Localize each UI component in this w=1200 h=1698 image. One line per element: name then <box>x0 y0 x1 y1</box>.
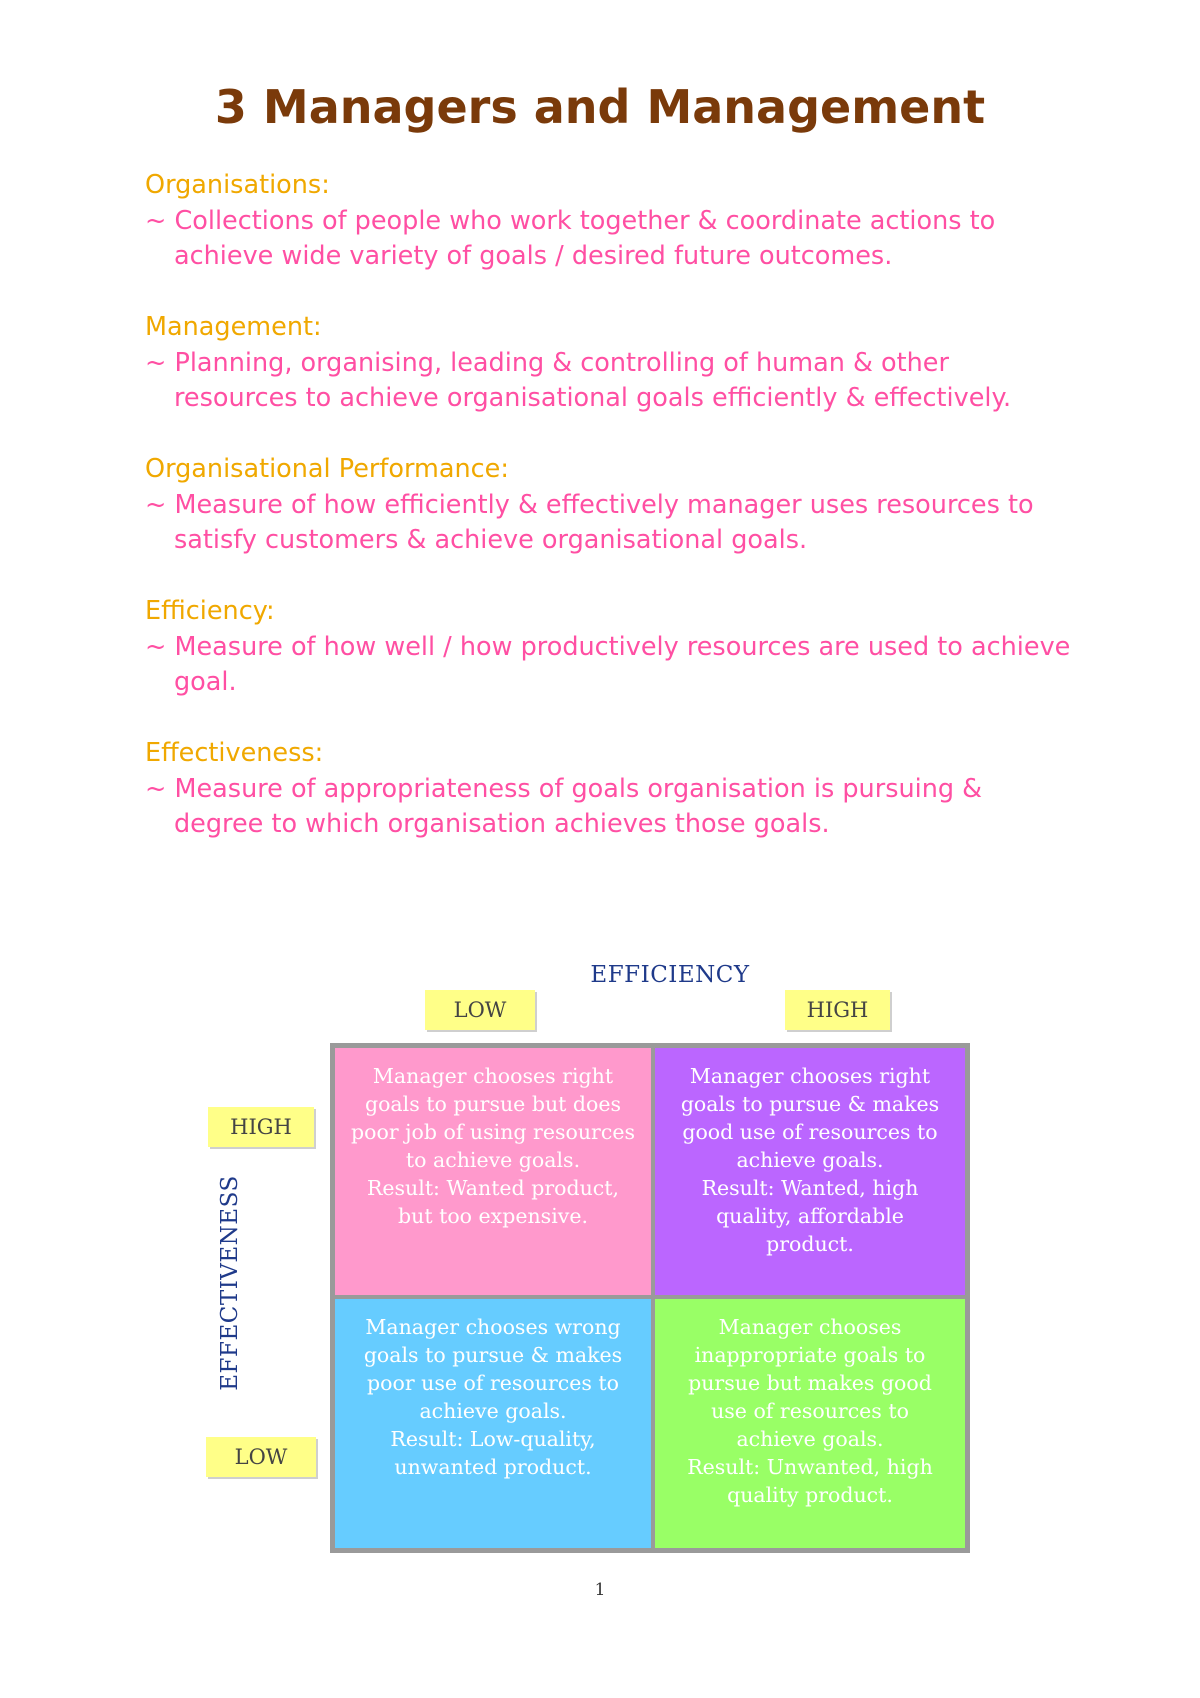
cell-description: Manager chooses wrong goals to pursue & makes poor use of resources to achieve goals. <box>363 1315 623 1423</box>
cell-description: Manager chooses right goals to pursue but does poor job of using resources to achieve goals. <box>351 1064 635 1172</box>
cell-description: Manager chooses right goals to pursue & makes good use of resources to achieve goals. <box>680 1064 940 1172</box>
definition-effectiveness <box>145 736 1075 843</box>
definition-body: ~ Planning, organising, leading & controlling of human & other resources to achieve organisational goals efficiently & effectively. <box>145 347 1012 413</box>
definition-heading: Management: <box>145 312 322 342</box>
cell-low-effectiveness-high-efficiency <box>655 1299 965 1548</box>
definition-heading: Efficiency: <box>145 596 275 626</box>
definition-efficiency <box>145 594 1075 701</box>
definition-heading: Organisations: <box>145 170 330 200</box>
x-low-label: LOW <box>425 990 535 1030</box>
definition-body: ~ Measure of how well / how productively resources are used to achieve goal. <box>145 631 1071 697</box>
cell-result: Result: Wanted product, but too expensive. <box>366 1176 620 1228</box>
page-title: 3 Managers and Management <box>214 80 986 134</box>
x-axis-title: EFFICIENCY <box>590 962 750 988</box>
cell-result: Result: Unwanted, high quality product. <box>687 1455 933 1507</box>
page-number: 1 <box>594 1580 606 1600</box>
cell-high-effectiveness-high-efficiency <box>655 1048 965 1295</box>
definition-body: ~ Measure of appropriateness of goals organisation is pursuing & degree to which organisation achieves those goals. <box>145 773 983 839</box>
y-axis-title: EFFECTIVENESS <box>217 1175 243 1391</box>
cell-description: Manager chooses inappropriate goals to pursue but makes good use of resources to achieve goals. <box>688 1315 932 1451</box>
cell-high-effectiveness-low-efficiency <box>335 1048 651 1295</box>
cell-result: Result: Wanted, high quality, affordable product. <box>701 1176 919 1256</box>
definition-body: ~ Collections of people who work together & coordinate actions to achieve wide variety of goals / desired future outcomes. <box>145 205 996 271</box>
y-low-label: LOW <box>206 1437 316 1477</box>
definition-organisations <box>145 168 1075 275</box>
cell-result: Result: Low-quality, unwanted product. <box>390 1427 596 1479</box>
x-high-label: HIGH <box>785 990 890 1030</box>
definition-management <box>145 310 1075 417</box>
y-high-label: HIGH <box>208 1107 314 1147</box>
cell-low-effectiveness-low-efficiency <box>335 1299 651 1548</box>
definition-heading: Organisational Performance: <box>145 454 509 484</box>
definition-heading: Effectiveness: <box>145 738 324 768</box>
definition-body: ~ Measure of how efficiently & effectively manager uses resources to satisfy customers & achieve organisational goals. <box>145 489 1034 555</box>
efficiency-effectiveness-matrix <box>330 1043 970 1553</box>
definition-organisational-performance <box>145 452 1075 559</box>
definitions-list <box>145 168 1075 878</box>
